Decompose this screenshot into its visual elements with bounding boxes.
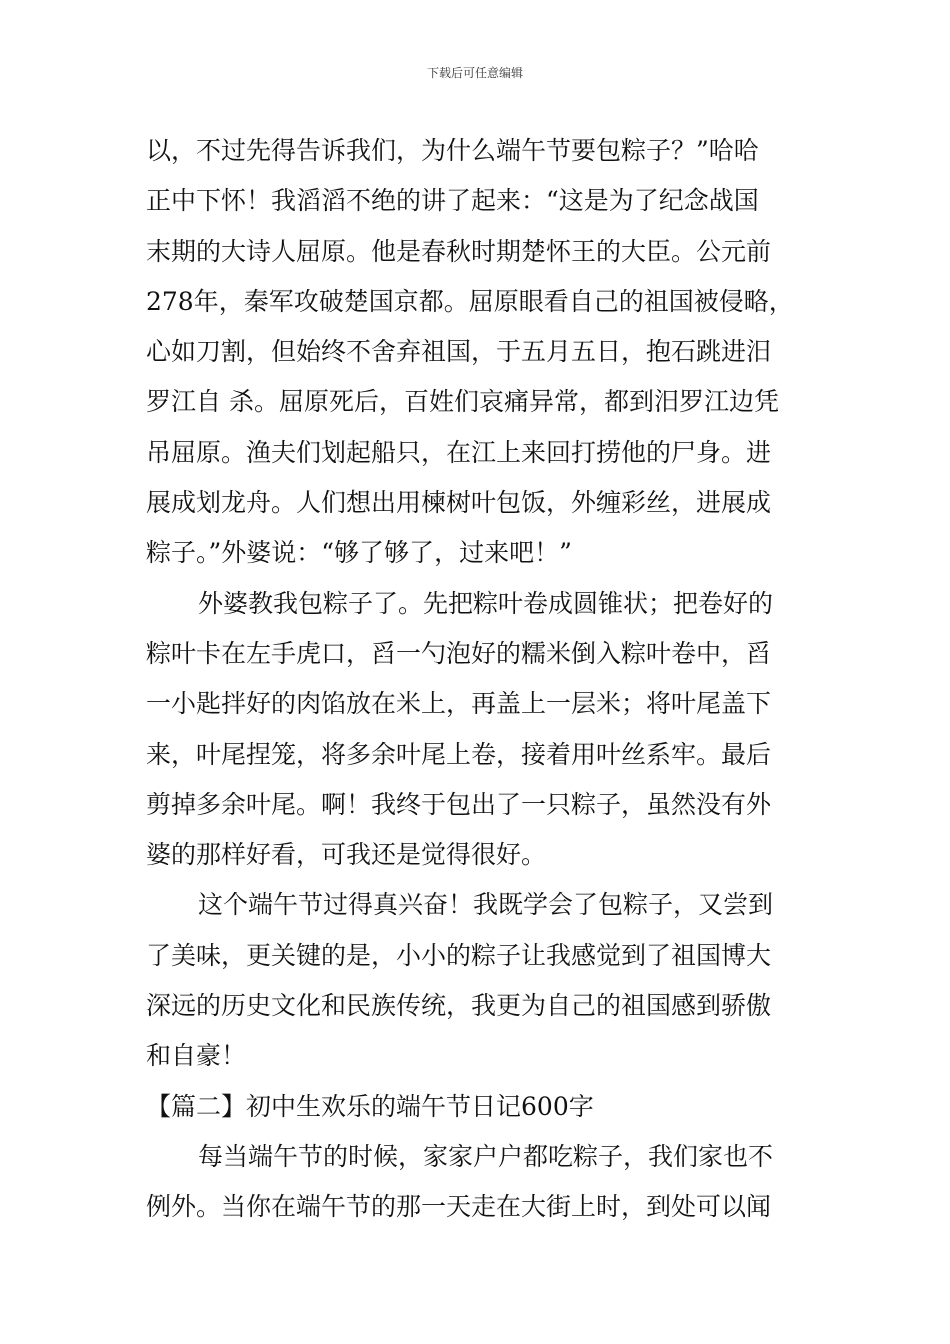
text-line: 深远的历史文化和民族传统，我更为自己的祖国感到骄傲 — [146, 991, 772, 1021]
text-line: 展成划龙舟。人们想出用楝树叶包饭，外缠彩丝，进展成 — [146, 488, 772, 518]
text-line: 罗江自 杀。屈原死后，百姓们哀痛异常，都到汨罗江边凭 — [146, 387, 779, 417]
text-line: 来，叶尾捏笼，将多余叶尾上卷，接着用叶丝系牢。最后 — [146, 739, 772, 769]
text-line: 以，不过先得告诉我们，为什么端午节要包粽子？”哈哈 — [146, 136, 759, 165]
document-body — [146, 126, 806, 1233]
text-line: 了美味，更关键的是，小小的粽子让我感觉到了祖国博大 — [146, 940, 772, 970]
section-heading: 【篇二】初中生欢乐的端午节日记600字 — [146, 1091, 594, 1121]
text-line: 吊屈原。渔夫们划起船只，在江上来回打捞他的尸身。进 — [146, 437, 772, 467]
text-line: 278年，秦军攻破楚国京都。屈原眼看自己的祖国被侵略， — [146, 286, 794, 316]
text-line: 和自豪！ — [146, 1041, 247, 1071]
text-line: 末期的大诗人屈原。他是春秋时期楚怀王的大臣。公元前 — [146, 236, 772, 266]
text-line: 一小匙拌好的肉馅放在米上，再盖上一层米；将叶尾盖下 — [146, 689, 772, 719]
text-line: 心如刀割，但始终不舍弃祖国，于五月五日，抱石跳进汨 — [146, 337, 772, 367]
text-line: 剪掉多余叶尾。啊！我终于包出了一只粽子，虽然没有外 — [146, 789, 772, 819]
page-header: 下载后可任意编辑 — [426, 66, 523, 80]
text-line: 婆的那样好看，可我还是觉得很好。 — [146, 840, 547, 870]
paragraph-start-line: 这个端午节过得真兴奋！我既学会了包粽子，又尝到 — [198, 890, 774, 920]
paragraph-start-line: 每当端午节的时候，家家户户都吃粽子，我们家也不 — [198, 1141, 774, 1171]
text-line: 粽叶卡在左手虎口，舀一勺泡好的糯米倒入粽叶卷中，舀 — [146, 638, 772, 668]
text-line: 正中下怀！我滔滔不绝的讲了起来：“这是为了纪念战国 — [146, 186, 759, 216]
paragraph-start-line: 外婆教我包粽子了。先把粽叶卷成圆锥状；把卷好的 — [198, 588, 774, 618]
text-line: 例外。当你在端午节的那一天走在大街上时，到处可以闻 — [146, 1192, 772, 1222]
text-line: 粽子。”外婆说：“够了够了，过来吧！” — [146, 538, 572, 568]
